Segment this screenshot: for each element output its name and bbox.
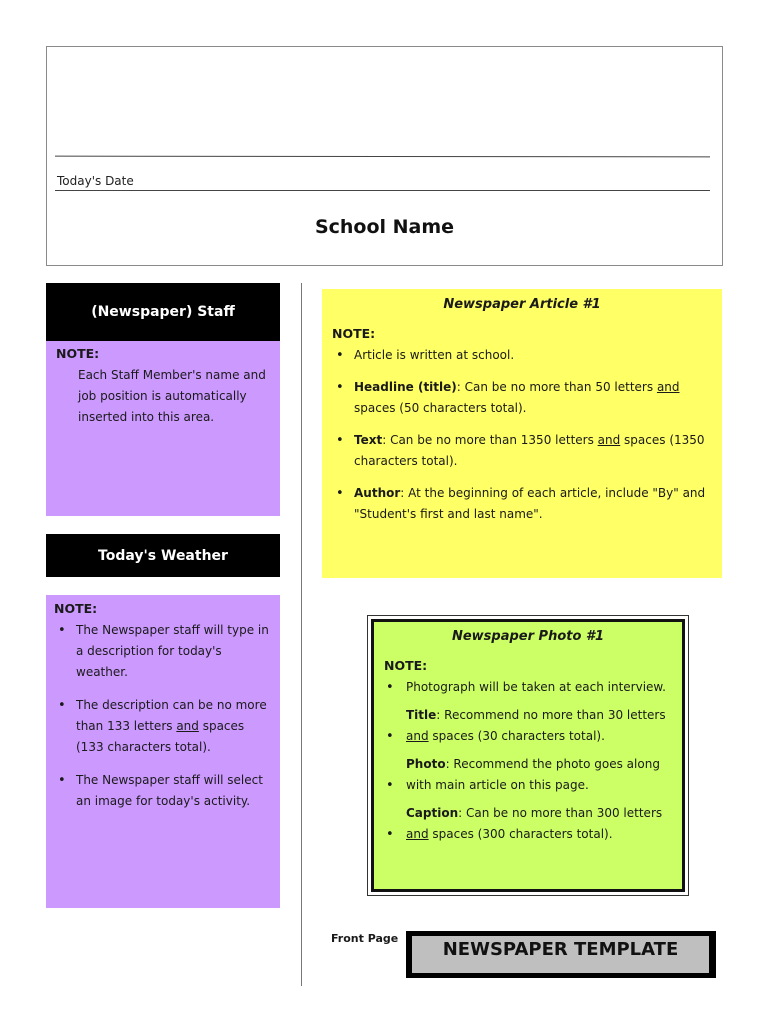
bold-term: Author	[354, 486, 401, 500]
photo-box	[371, 619, 685, 892]
weather-box	[46, 595, 280, 908]
staff-box	[46, 341, 280, 516]
school-name: School Name	[314, 216, 455, 238]
bold-term: Photo	[406, 757, 446, 771]
list-item	[384, 754, 672, 796]
underlined-word: and	[406, 827, 429, 841]
template-label	[412, 936, 709, 973]
underlined-word: and	[656, 380, 680, 394]
bold-term: Title	[406, 708, 437, 722]
todays-date-label: Today's Date	[57, 174, 134, 188]
weather-note-label: NOTE:	[54, 601, 98, 616]
list-item: • Article is written at school.	[332, 345, 712, 366]
list-item	[384, 803, 672, 845]
list-item-text: : Recommend no more than 30 letters	[436, 708, 666, 722]
bullet-icon: •	[386, 729, 394, 744]
photo-title: Newspaper Photo #1	[451, 629, 605, 644]
list-item	[332, 483, 712, 525]
column-divider	[301, 283, 302, 986]
list-item	[384, 677, 672, 698]
list-item	[384, 705, 672, 747]
list-item	[54, 695, 270, 758]
bold-term: Caption	[406, 806, 459, 820]
weather-heading	[46, 534, 280, 577]
list-item-text: spaces (133 characters total).	[76, 719, 245, 754]
list-item-text: Photograph will be taken at each interview.	[406, 680, 666, 694]
list-item: • The Newspaper staff will select an image for today's activity.	[54, 770, 270, 812]
weather-heading-text: Today's Weather	[98, 547, 228, 564]
underlined-word: and	[406, 729, 429, 743]
bullet-icon: •	[386, 680, 394, 695]
list-item-text: The description can be no more than 133 letters	[76, 698, 267, 733]
photo-note-label: NOTE:	[384, 658, 428, 673]
article-box	[322, 289, 722, 578]
bold-term: Text	[354, 433, 383, 447]
template-label-text: NEWSPAPER TEMPLATE	[442, 939, 679, 960]
front-page-label: Front Page	[331, 932, 399, 945]
bullet-icon: •	[386, 827, 394, 842]
list-item-text: spaces (50 characters total).	[354, 401, 527, 415]
underlined-word: and	[597, 433, 621, 447]
list-item-text: spaces (1350 characters total).	[354, 433, 705, 468]
list-item-text: : At the beginning of each article, include "By" and "Student's first and last name".	[354, 486, 706, 521]
staff-note-label: NOTE:	[56, 346, 100, 361]
article-note-list	[332, 345, 712, 525]
staff-note-text: Each Staff Member's name and job position is automatically inserted into this area.	[78, 368, 266, 424]
staff-heading-text: (Newspaper) Staff	[91, 304, 235, 320]
bold-term: Headline (title)	[354, 380, 457, 394]
date-line	[55, 190, 710, 191]
list-item-text: spaces (300 characters total).	[428, 827, 613, 841]
list-item	[332, 377, 712, 419]
list-item-text: spaces (30 characters total).	[428, 729, 605, 743]
list-item-text: : Can be no more than 50 letters	[456, 380, 657, 394]
staff-heading	[46, 283, 280, 341]
article-note-label: NOTE:	[332, 326, 376, 341]
list-item-text: : Can be no more than 1350 letters	[382, 433, 598, 447]
list-item-text: : Can be no more than 300 letters	[458, 806, 663, 820]
list-item: • The Newspaper staff will type in a description for today's weather.	[54, 620, 270, 683]
weather-note-list	[54, 620, 270, 812]
article-title: Newspaper Article #1	[443, 297, 601, 312]
bullet-icon: •	[386, 778, 394, 793]
list-item-text: : Recommend the photo goes along with main article on this page.	[406, 757, 660, 792]
underlined-word: and	[176, 719, 199, 733]
list-item	[332, 430, 712, 472]
